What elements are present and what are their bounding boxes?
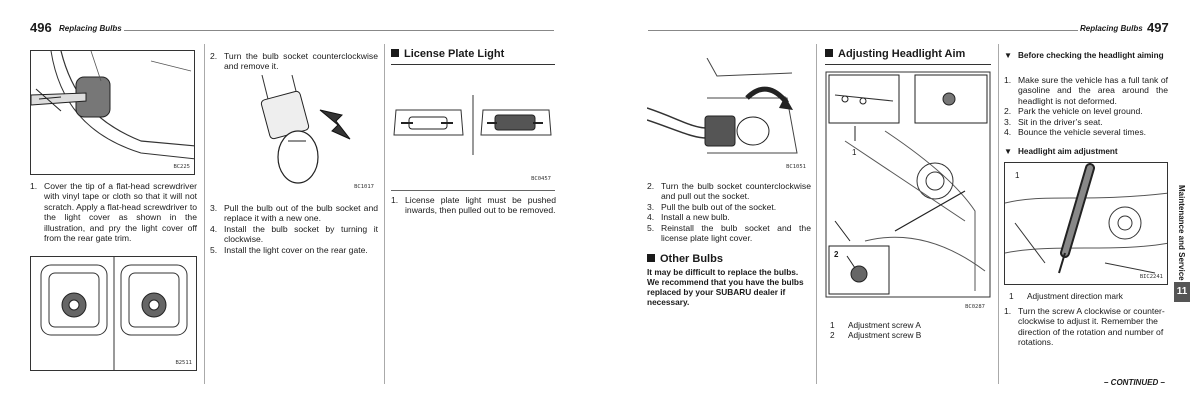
column2-steps-bottom <box>210 203 378 255</box>
section-title-text: Other Bulbs <box>660 253 723 265</box>
step-number: 4. <box>647 212 655 223</box>
step-item <box>391 195 556 216</box>
step-text: Pull the bulb out of the socket. <box>661 201 777 212</box>
column1-steps <box>30 181 197 244</box>
figure-code: BC1017 <box>354 184 374 191</box>
step-text: Pull the bulb out of the bulb socket and replace it with a new one. <box>224 203 378 224</box>
step-item <box>1004 127 1168 137</box>
legend-text: Adjustment screw B <box>848 330 922 341</box>
figure-code: BC0457 <box>531 176 551 183</box>
step-text: Install the bulb socket by turning it clockwise. <box>224 223 378 245</box>
legend-item <box>830 330 990 340</box>
figure-headlight-engine <box>825 71 991 311</box>
step-item <box>210 224 378 245</box>
light-cover-pry-illustration <box>31 51 195 175</box>
step-number: 2. <box>1004 106 1012 117</box>
callout-label-1: 1 <box>852 148 857 157</box>
step-number: 1. <box>1004 75 1012 85</box>
step-text: License plate light must be pushed inwards, then pulled out to be removed. <box>405 195 556 216</box>
step-item <box>210 51 378 72</box>
callout-label-2: 2 <box>834 250 839 259</box>
step-number: 3. <box>1004 116 1012 127</box>
step-number: 1. <box>30 181 38 191</box>
column-divider <box>384 44 385 384</box>
headlight-engine-illustration <box>825 71 991 311</box>
license-socket-illustration <box>647 58 810 173</box>
step-text: Cover the tip of a flat-head screwdriver with vinyl tape or cloth so that it will not scratch. Apply a flat-head screwdriver to the light cover as shown in the illustration, and pry the light cover off from the rear gate trim. <box>44 181 197 244</box>
step-item <box>647 181 811 202</box>
column-divider <box>816 44 817 384</box>
step-text: Turn the bulb socket counterclockwise and pull out the socket. <box>661 181 811 202</box>
step-number: 5. <box>647 222 655 233</box>
chapter-side-title: Maintenance and Service <box>1176 185 1186 281</box>
section-rule <box>391 190 555 191</box>
step-text: Make sure the vehicle has a full tank of gasoline and the area around the headlight is not deformed. <box>1018 75 1168 106</box>
step-item <box>647 212 811 222</box>
section-square-icon <box>391 49 399 57</box>
step-number: 2. <box>647 181 655 191</box>
step-item <box>30 181 197 244</box>
figure-code: BC1051 <box>786 164 806 171</box>
legend-number: 2 <box>830 330 835 341</box>
column4-steps <box>647 181 811 244</box>
section-title-text: Adjusting Headlight Aim <box>838 48 966 60</box>
step-text: Turn the bulb socket counterclockwise and remove it. <box>224 51 378 72</box>
section-title-text: License Plate Light <box>404 48 505 60</box>
figure-light-cover-pair <box>30 256 197 371</box>
step-number: 1. <box>391 195 399 205</box>
section-rule <box>391 64 555 65</box>
headlight-legend <box>830 320 990 340</box>
figure-license-socket <box>647 58 810 173</box>
before-checking-steps <box>1004 75 1168 138</box>
step-item <box>210 203 378 224</box>
figure-aim-adjustment <box>1004 162 1168 285</box>
legend-text: Adjustment screw A <box>848 320 921 330</box>
aim-adjustment-title <box>1004 147 1170 157</box>
aim-legend <box>1009 291 1169 301</box>
figure-light-cover-pry <box>30 50 195 175</box>
step-number: 2. <box>210 51 218 61</box>
right-header-rule <box>648 30 1078 31</box>
step-text: Sit in the driver’s seat. <box>1018 116 1103 127</box>
headlight-aim-title <box>825 48 965 61</box>
other-bulbs-title <box>647 253 723 266</box>
legend-item <box>1009 291 1169 301</box>
figure-bulb-socket <box>210 75 378 193</box>
aim-steps <box>1004 306 1168 348</box>
legend-number: 1 <box>1009 291 1014 301</box>
right-header-title: Replacing Bulbs <box>1080 24 1143 33</box>
section-square-icon <box>647 254 655 262</box>
step-number: 5. <box>210 244 218 255</box>
left-page-number: 496 <box>30 20 52 35</box>
step-number: 4. <box>210 223 218 234</box>
legend-text: Adjustment direction mark <box>1027 291 1123 301</box>
subtitle-text: Before checking the headlight aiming <box>1018 51 1164 60</box>
right-page-number: 497 <box>1147 20 1169 35</box>
step-item <box>647 202 811 212</box>
column3-steps <box>391 195 556 216</box>
left-header-rule <box>124 30 554 31</box>
figure-code: BIC2241 <box>1139 274 1163 281</box>
before-checking-title <box>1004 51 1170 61</box>
figure-code: BC0287 <box>965 304 985 310</box>
column2-steps-top <box>210 51 378 72</box>
figure-license-plate-light <box>391 95 555 190</box>
license-plate-light-title <box>391 48 504 61</box>
step-number: 3. <box>210 203 218 213</box>
step-text: Turn the screw A clockwise or counter-clockwise to adjust it. Remember the direction of the rotation and number of rotations. <box>1018 306 1165 348</box>
continued-label: – CONTINUED – <box>1104 378 1165 387</box>
subtitle-text: Headlight aim adjustment <box>1018 147 1118 156</box>
light-cover-pair-illustration <box>31 257 197 371</box>
step-text: Reinstall the bulb socket and the license plate light cover. <box>661 222 811 244</box>
figure-code: BC225 <box>173 164 190 171</box>
triangle-bullet-icon: ▼ <box>1004 51 1013 60</box>
step-number: 3. <box>647 201 655 212</box>
step-text: Install a new bulb. <box>661 212 730 223</box>
figure-code: B2511 <box>175 360 192 367</box>
step-item <box>647 223 811 244</box>
legend-item <box>830 320 990 330</box>
step-item <box>1004 117 1168 127</box>
step-item <box>1004 106 1168 116</box>
step-number: 1. <box>1004 306 1012 316</box>
step-number: 4. <box>1004 127 1012 138</box>
column-divider <box>998 44 999 384</box>
step-text: Install the light cover on the rear gate. <box>224 244 368 255</box>
step-text: Park the vehicle on level ground. <box>1018 106 1143 117</box>
aim-adjustment-illustration <box>1005 163 1168 285</box>
step-item <box>1004 306 1168 348</box>
triangle-bullet-icon: ▼ <box>1004 147 1013 156</box>
callout-label-1: 1 <box>1015 171 1020 180</box>
chapter-number-tab: 11 <box>1174 282 1190 302</box>
bulb-socket-illustration <box>210 75 378 193</box>
legend-number: 1 <box>830 320 835 330</box>
column-divider <box>204 44 205 384</box>
step-item <box>210 245 378 255</box>
step-item <box>1004 75 1168 106</box>
step-text: Bounce the vehicle several times. <box>1018 127 1147 138</box>
left-header-title: Replacing Bulbs <box>59 24 122 33</box>
section-square-icon <box>825 49 833 57</box>
other-bulbs-note: It may be difficult to replace the bulbs. We recommend that you have the bulbs replaced by your SUBARU dealer if necessary. <box>647 267 804 307</box>
section-rule <box>825 64 991 65</box>
